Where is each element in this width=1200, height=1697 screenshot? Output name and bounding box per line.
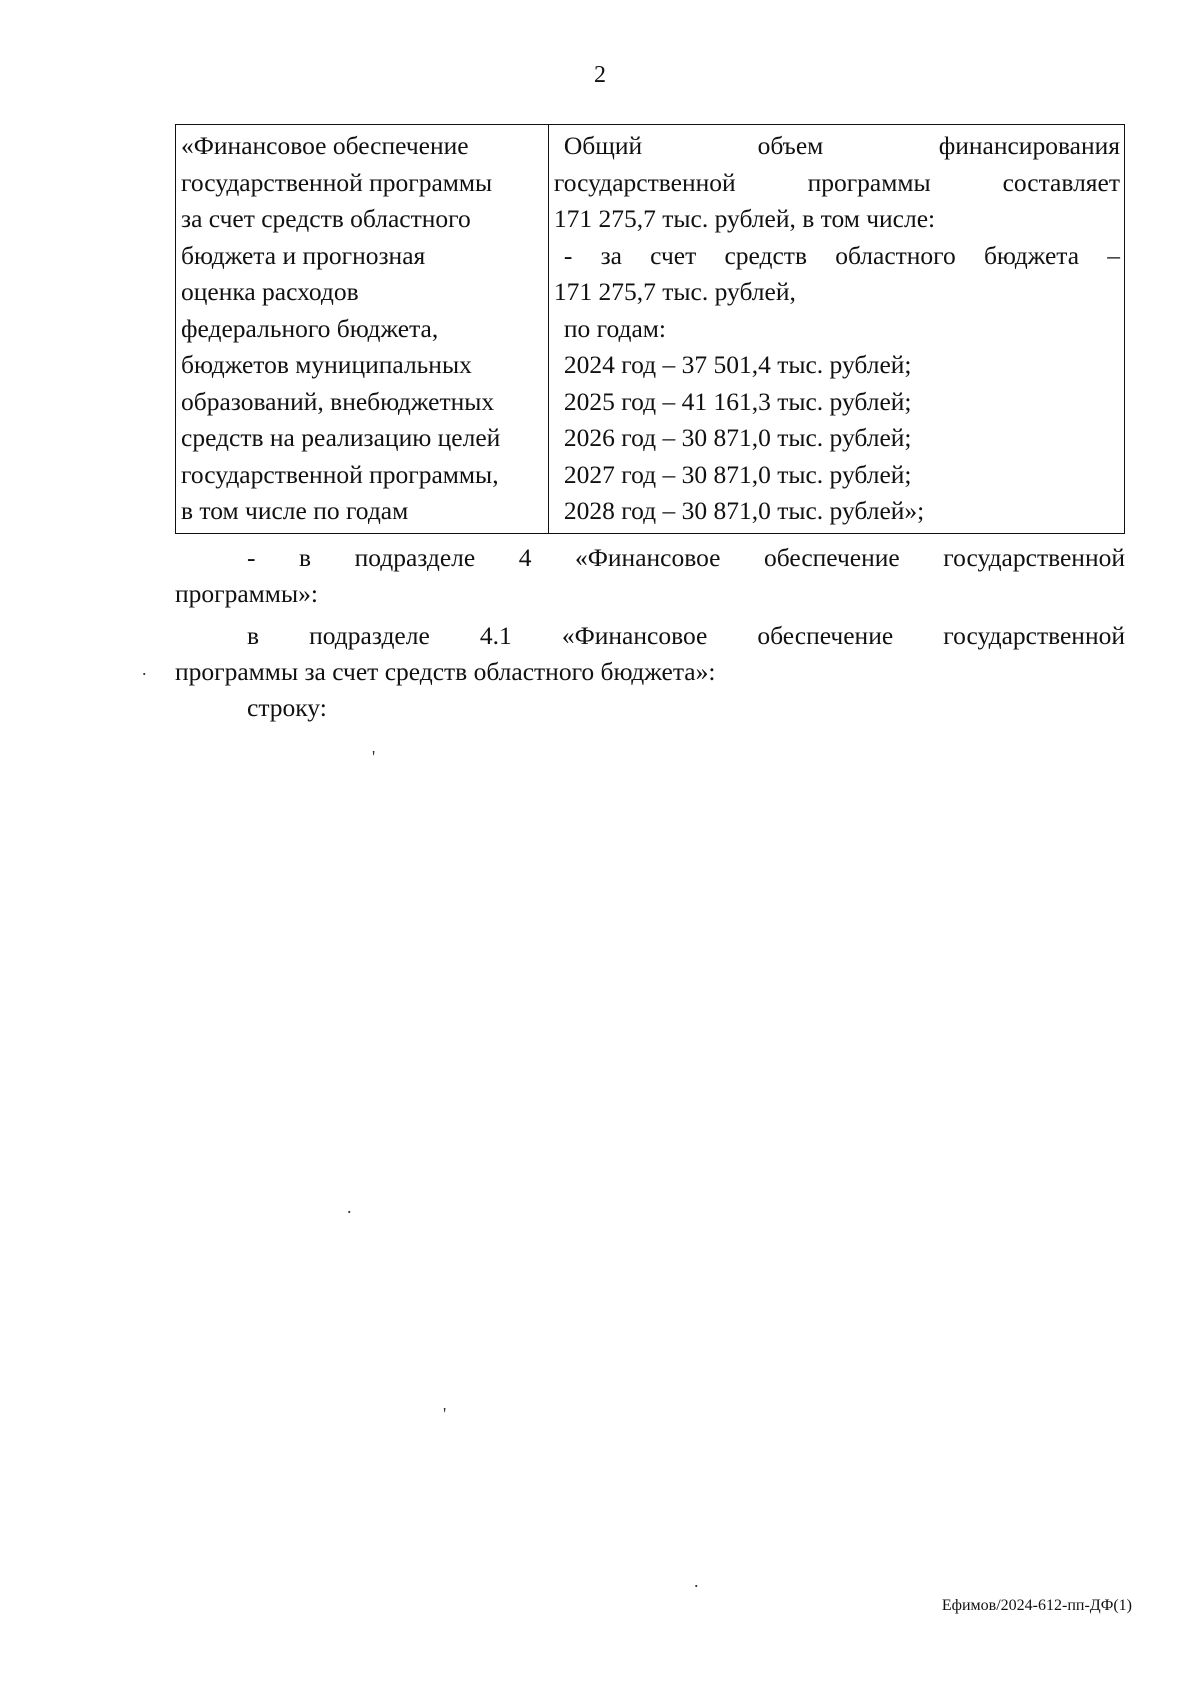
value-line: 2027 год – 30 871,0 тыс. рублей; (563, 459, 912, 489)
value-line: 2028 год – 30 871,0 тыс. рублей»; (563, 496, 925, 525)
scan-speck: . (142, 659, 147, 679)
scan-speck: ' (372, 747, 376, 767)
label-line: образований, внебюджетных (181, 386, 495, 416)
value-line: 2025 год – 41 161,3 тыс. рублей; (563, 386, 912, 416)
label-line: бюджета и прогнозная (181, 240, 426, 270)
value-line: по годам: (563, 313, 667, 343)
value-line: Общий объем финансирования (563, 131, 1120, 160)
label-line: оценка расходов (181, 277, 359, 306)
table-row (176, 125, 1125, 534)
label-line: «Финансовое обеспечение (181, 131, 469, 160)
label-line: государственной программы, (181, 459, 499, 489)
table-value-cell (548, 125, 1124, 534)
label-line: федерального бюджета, (181, 313, 439, 343)
label-line: государственной программы (181, 167, 493, 197)
value-line: 171 275,7 тыс. рублей, в том числе: (553, 204, 936, 233)
paragraph-line: - в подразделе 4 «Финансовое обеспечение государственной (247, 543, 1125, 572)
paragraph-line: программы за счет средств областного бюджета»: (175, 657, 716, 686)
label-line: средств на реализацию целей (181, 423, 501, 452)
label-line: бюджетов муниципальных (181, 350, 472, 379)
value-line: - за счет средств областного бюджета – (563, 240, 1120, 270)
paragraph-line: программы»: (175, 579, 318, 608)
paragraph-line: строку: (247, 693, 327, 722)
paragraph-line: в подразделе 4.1 «Финансовое обеспечение государственной (247, 621, 1125, 650)
scan-speck: . (694, 1571, 699, 1591)
document-code: Ефимов/2024-612-пп-ДФ(1) (941, 1597, 1132, 1614)
value-line: 2024 год – 37 501,4 тыс. рублей; (563, 350, 912, 379)
value-line: 2026 год – 30 871,0 тыс. рублей; (563, 423, 912, 452)
value-line: государственной программы составляет (553, 167, 1120, 197)
table-label-cell (176, 125, 549, 534)
scan-speck: ' (443, 1404, 447, 1424)
label-line: в том числе по годам (181, 496, 409, 525)
body-text (175, 540, 1125, 726)
passport-table (175, 124, 1125, 534)
scan-speck: . (347, 1197, 352, 1217)
page-number: 2 (594, 62, 606, 88)
value-line: 171 275,7 тыс. рублей, (553, 277, 796, 306)
label-line: за счет средств областного (181, 204, 471, 233)
